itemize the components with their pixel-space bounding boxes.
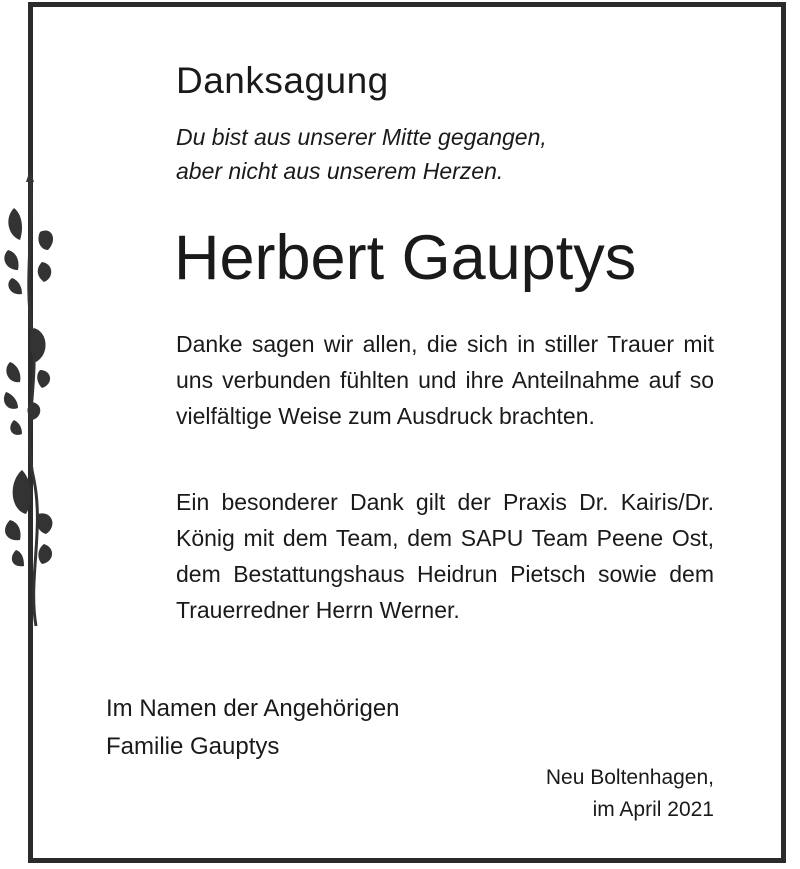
thanks-paragraph-2: Ein besonderer Dank gilt der Praxis Dr. Kairis/Dr. König mit dem Team, dem SAPU Team Peene Ost, dem Bestattungshaus Heidrun Pietsch sowie dem Trauerredner Herrn Werner. <box>176 489 714 623</box>
thanks-paragraph-1: Danke sagen wir allen, die sich in stiller Trauer mit uns verbunden fühlten und ihre Anteilnahme auf so vielfältige Weise zum Ausdruck brachten. <box>176 331 714 429</box>
leafy-vine-icon <box>0 170 62 630</box>
signature-line-2: Familie Gauptys <box>106 733 280 760</box>
notice-heading: Danksagung <box>176 60 389 101</box>
motto-line-2: aber nicht aus unserem Herzen. <box>176 158 504 184</box>
signature <box>106 690 400 766</box>
place-line: Neu Boltenhagen, <box>545 766 714 789</box>
place-date <box>546 762 714 826</box>
motto <box>176 120 547 188</box>
signature-line-1: Im Namen der Angehörigen <box>106 695 400 722</box>
deceased-name: Herbert Gauptys <box>174 223 637 293</box>
date-line: im April 2021 <box>592 798 714 821</box>
motto-line-1: Du bist aus unserer Mitte gegangen, <box>176 124 547 150</box>
